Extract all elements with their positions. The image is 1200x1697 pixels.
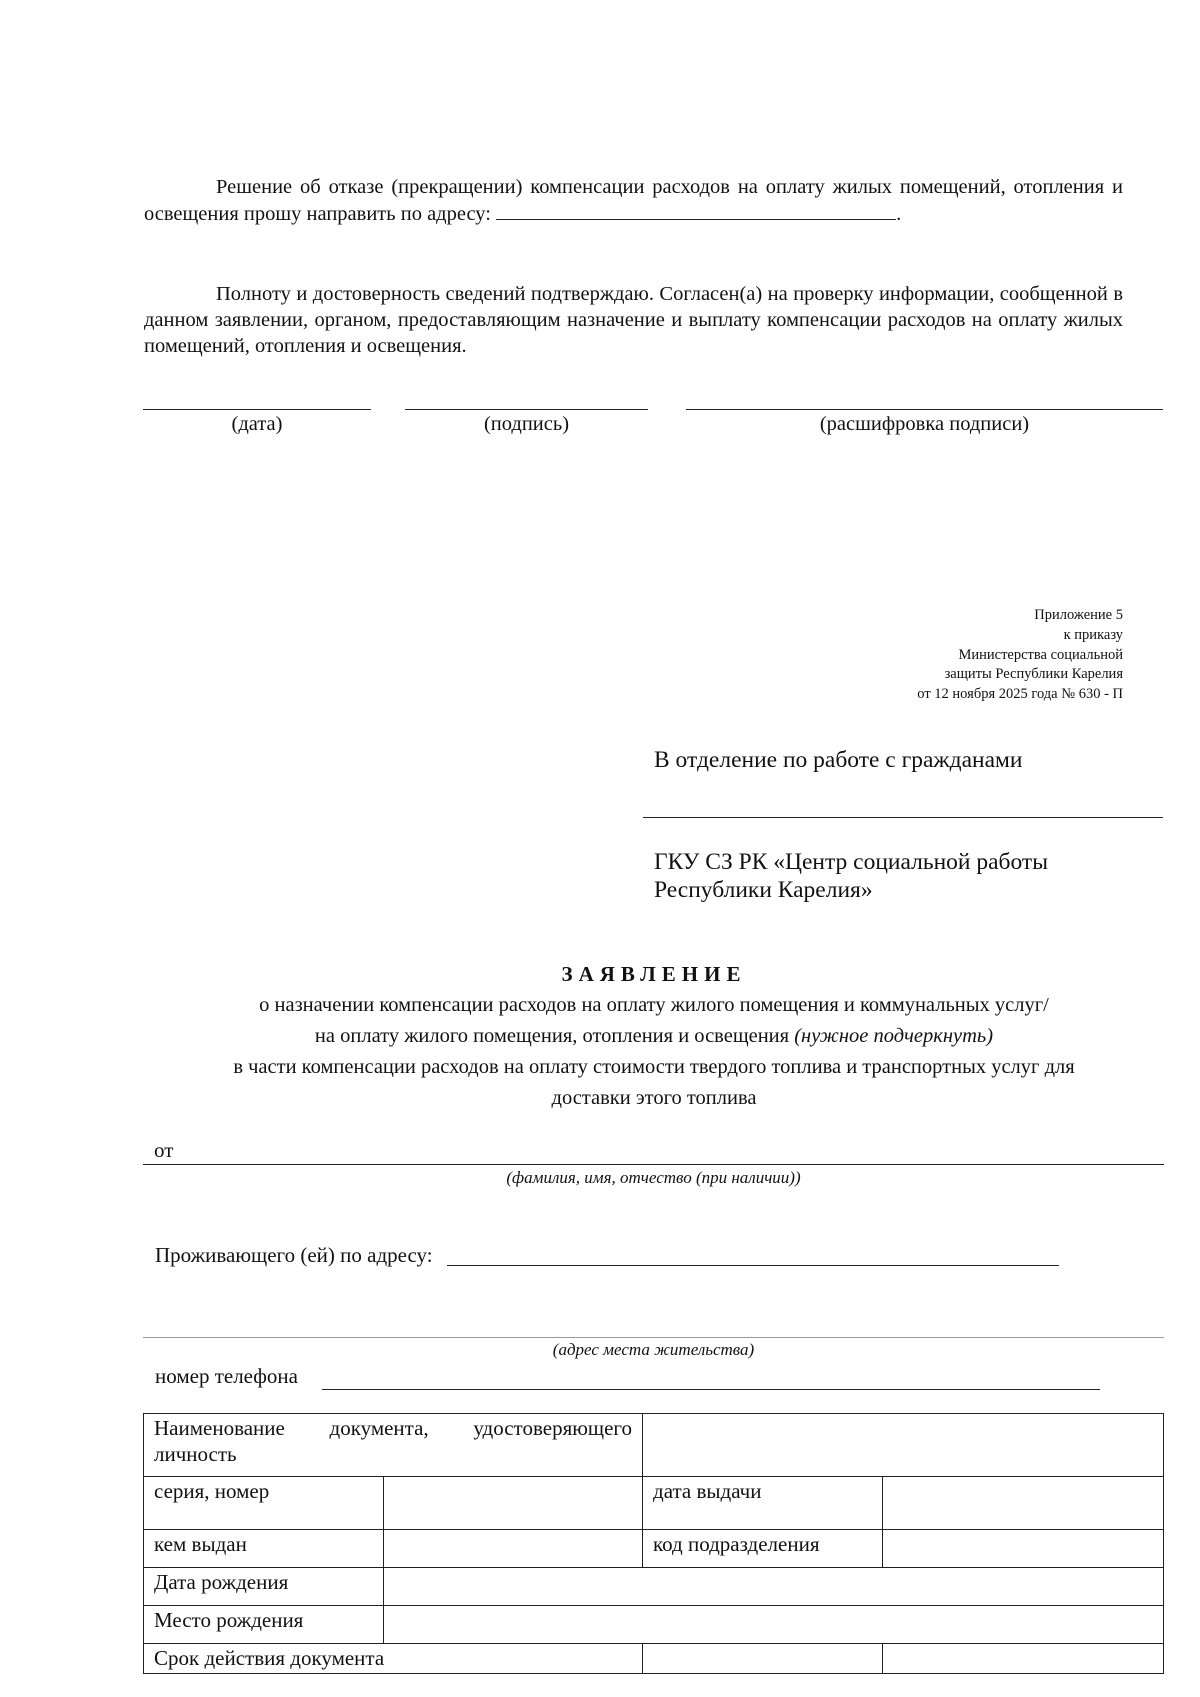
birth-date-value[interactable] bbox=[384, 1568, 1164, 1606]
sign-caption: (подпись) bbox=[483, 413, 570, 435]
statement-subtitle bbox=[144, 990, 1164, 1114]
statement-line-2-text: на оплату жилого помещения, отопления и освещения bbox=[314, 1025, 790, 1047]
validity-label: Срок действия документа bbox=[144, 1644, 643, 1674]
birth-place-label: Место рождения bbox=[144, 1606, 384, 1644]
refusal-paragraph bbox=[144, 174, 1123, 227]
decode-signature-line[interactable] bbox=[686, 409, 1163, 410]
doc-name-value[interactable] bbox=[643, 1414, 1164, 1477]
statement-line-1: о назначении компенсации расходов на оплату жилого помещения и коммунальных услуг/ bbox=[259, 994, 1049, 1016]
name-caption: (фамилия, имя, отчество (при наличии)) bbox=[506, 1168, 801, 1187]
series-value[interactable] bbox=[384, 1477, 643, 1530]
address-label: Проживающего (ей) по адресу: bbox=[155, 1243, 433, 1267]
doc-name-label: Наименование документа, удостоверяющего личность bbox=[144, 1414, 643, 1477]
phone-label: номер телефона bbox=[155, 1364, 298, 1388]
recipient-org-line-1: ГКУ СЗ РК «Центр социальной работы bbox=[654, 849, 1048, 875]
table-row bbox=[144, 1530, 1164, 1568]
recipient-org-line-2: Республики Карелия» bbox=[654, 877, 873, 903]
statement-title: ЗАЯВЛЕНИЕ bbox=[561, 962, 747, 986]
birth-date-label: Дата рождения bbox=[144, 1568, 384, 1606]
recipient-fill-line[interactable] bbox=[643, 817, 1163, 818]
validity-value-1[interactable] bbox=[643, 1644, 883, 1674]
address-field-line-2[interactable] bbox=[143, 1337, 1164, 1338]
from-label: от bbox=[154, 1138, 174, 1162]
issue-date-label: дата выдачи bbox=[643, 1477, 883, 1530]
appendix-line-5: от 12 ноября 2025 года № 630 - П bbox=[917, 686, 1123, 703]
issue-date-value[interactable] bbox=[883, 1477, 1164, 1530]
appendix-line-1: Приложение 5 bbox=[1034, 607, 1123, 623]
statement-line-2-note: (нужное подчеркнуть) bbox=[794, 1025, 994, 1047]
dept-code-label: код подразделения bbox=[643, 1530, 883, 1568]
statement-line-3: в части компенсации расходов на оплату стоимости твердого топлива и транспортных услуг для bbox=[233, 1056, 1075, 1078]
decode-caption: (расшифровка подписи) bbox=[819, 413, 1030, 435]
sign-signature-line[interactable] bbox=[405, 409, 648, 410]
refusal-text: Решение об отказе (прекращении) компенсации расходов на оплату жилых помещений, отопления и освещения прошу направить по адресу: bbox=[144, 176, 1123, 225]
table-row bbox=[144, 1568, 1164, 1606]
date-caption: (дата) bbox=[231, 413, 283, 435]
refusal-address-field[interactable] bbox=[496, 200, 896, 220]
phone-field[interactable] bbox=[322, 1389, 1100, 1390]
confirmation-paragraph: Полноту и достоверность сведений подтверждаю. Согласен(а) на проверку информации, сообщенной в данном заявлении, органом, предоставляющим назначение и выплату компенсации расходов на оплату жилых помещений, отопления и освещения. bbox=[144, 283, 1123, 357]
address-field[interactable] bbox=[447, 1265, 1059, 1266]
table-row bbox=[144, 1644, 1164, 1674]
dept-code-value[interactable] bbox=[883, 1530, 1164, 1568]
appendix-reference bbox=[823, 606, 1123, 705]
refusal-end: . bbox=[896, 203, 902, 225]
statement-line-4: доставки этого топлива bbox=[551, 1087, 757, 1109]
address-caption: (адрес места жительства) bbox=[552, 1340, 755, 1359]
appendix-line-4: защиты Республики Карелия bbox=[944, 666, 1123, 683]
series-label: серия, номер bbox=[144, 1477, 384, 1530]
statement-line-2 bbox=[144, 1021, 1164, 1052]
recipient-department: В отделение по работе с гражданами bbox=[654, 747, 1023, 773]
issued-by-value[interactable] bbox=[384, 1530, 643, 1568]
birth-place-value[interactable] bbox=[384, 1606, 1164, 1644]
id-document-table bbox=[143, 1413, 1164, 1674]
date-signature-line[interactable] bbox=[143, 409, 371, 410]
applicant-name-field[interactable] bbox=[143, 1164, 1164, 1165]
appendix-line-2: к приказу bbox=[1063, 626, 1123, 643]
table-row bbox=[144, 1606, 1164, 1644]
appendix-line-3: Министерства социальной bbox=[958, 646, 1123, 663]
issued-by-label: кем выдан bbox=[144, 1530, 384, 1568]
table-row bbox=[144, 1414, 1164, 1477]
validity-value-2[interactable] bbox=[883, 1644, 1164, 1674]
table-row bbox=[144, 1477, 1164, 1530]
recipient-organization bbox=[654, 848, 1048, 904]
